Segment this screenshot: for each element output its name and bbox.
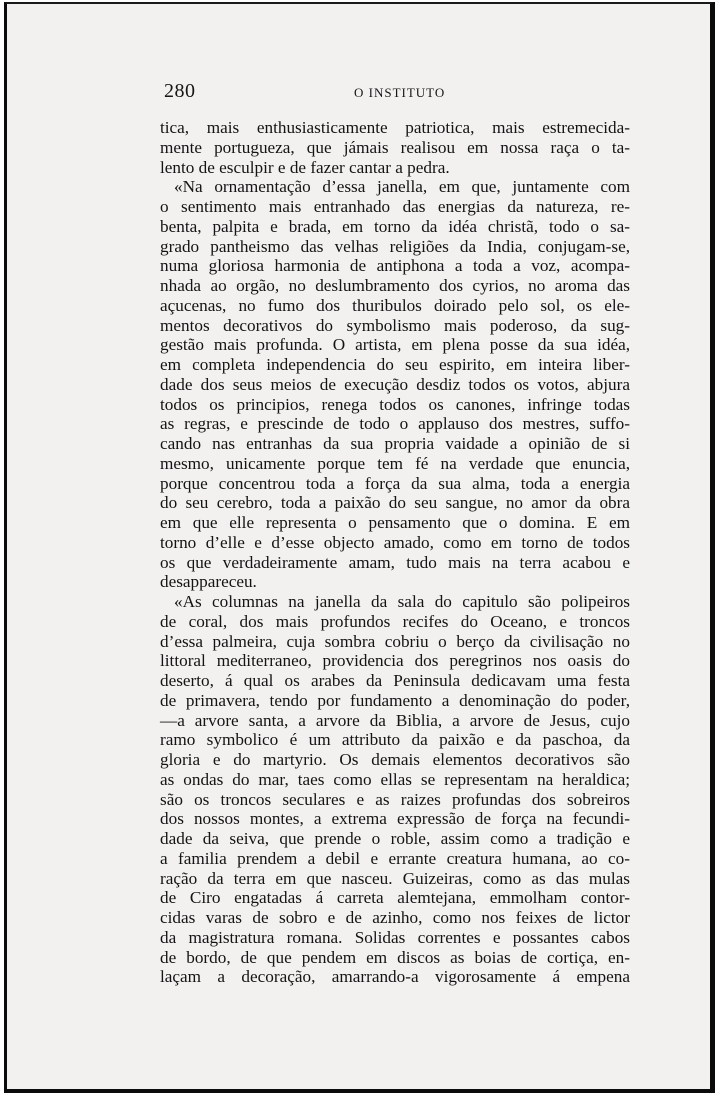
text-line: benta, palpita e brada, em torno da idéa christã, todo o sa- [160,216,630,236]
text-line: d’essa palmeira, cuja sombra cobriu o berço da civilisação no [160,631,630,651]
text-line: lento de esculpir e de fazer cantar a pedra. [160,157,450,177]
text-line: cando nas entranhas da sua propria vaidade a opinião de si [160,434,630,453]
text-line: «Na ornamentação d’essa janella, em que, juntamente com [174,177,630,197]
text-line: torno d’elle e d’esse objecto amado, como em torno de todos [160,532,630,552]
text-line: dos nossos montes, a extrema expressão de força na fecundi- [160,809,630,829]
text-line: «As columnas na janella da sala do capitulo são polipeiros [174,592,630,611]
text-line: da magistratura romana. Solidas correntes e possantes cabos [160,927,630,947]
text-line: mentos decorativos do symbolismo mais poderoso, da sug- [160,315,630,335]
text-line: ração da terra em que nasceu. Guizeiras, como as das mulas [160,868,630,888]
text-line: ramo symbolico é um attributo da paixão e da paschoa, da [160,730,630,750]
text-line: tica, mais enthusiasticamente patriotica, mais estremecida- [160,118,630,137]
text-line: açucenas, no fumo dos thuribulos doirado pelo sol, os ele- [160,295,630,315]
text-line: em que elle representa o pensamento que o domina. E em [160,513,630,532]
text-line: dade dos seus meios de execução desdiz todos os votos, abjura [160,374,630,394]
text-line: são os troncos seculares e as raizes profundas dos sobreiros [160,789,630,809]
text-line: cidas varas de sobro e de azinho, como nos feixes de lictor [160,908,630,927]
text-line: desappareceu. [160,572,257,592]
text-line: numa gloriosa harmonia de antiphona a toda a voz, acompa- [160,256,630,276]
text-line: littoral mediterraneo, providencia dos peregrinos nos oasis do [160,651,630,671]
text-line: grado pantheismo das velhas religiões da India, conjugam-se, [160,236,630,256]
text-line: dade da seiva, que prende o roble, assim como a tradição e [160,829,630,848]
text-line: todos os principios, renega todos os canones, infringe todas [160,394,630,414]
text-line: gestão mais profunda. O artista, em plena posse da sua idéa, [160,335,630,355]
body-text [160,118,630,987]
text-line: —a arvore santa, a arvore da Biblia, a arvore de Jesus, cujo [160,710,630,730]
text-line: de coral, dos mais profundos recifes do Oceano, e troncos [160,611,630,631]
page-number: 280 [164,80,196,102]
text-line: mente portugueza, que jámais realisou em nossa raça o ta- [160,137,630,157]
text-line: mesmo, unicamente porque tem fé na verdade que enuncia, [160,453,630,473]
text-line: de Ciro engatadas á carreta alemtejana, emmolham contor- [160,888,630,908]
text-line: gloria e do martyrio. Os demais elementos decorativos são [160,750,630,769]
text-line: de bordo, de que pendem em discos as boias de cortiça, en- [160,947,630,967]
text-line: as ondas do mar, taes como ellas se representam na heraldica; [160,769,630,789]
running-head: O INSTITUTO [354,85,446,100]
text-line: o sentimento mais entranhado das energias da natureza, re- [160,197,630,216]
text-line: porque concentrou toda a força da sua alma, toda a energia [160,473,630,493]
text-line: do seu cerebro, toda a paixão do seu sangue, no amor da obra [160,493,630,513]
text-line: de primavera, tendo por fundamento a denominação do poder, [160,690,630,710]
text-line: nhada ao orgão, no deslumbramento dos cyrios, no aroma das [160,276,630,295]
text-line: a familia prendem a debil e errante creatura humana, ao co- [160,848,630,868]
text-line: laçam a decoração, amarrando-a vigorosamente á empena [160,967,630,987]
text-line: em completa independencia do seu espirito, em inteira liber- [160,355,630,374]
text-line: as regras, e prescinde de todo o applauso dos mestres, suffo- [160,414,630,434]
text-line: os que verdadeiramente amam, tudo mais na terra acabou e [160,552,630,572]
text-line: deserto, á qual os arabes da Peninsula dedicavam uma festa [160,671,630,690]
page-header [164,80,634,104]
